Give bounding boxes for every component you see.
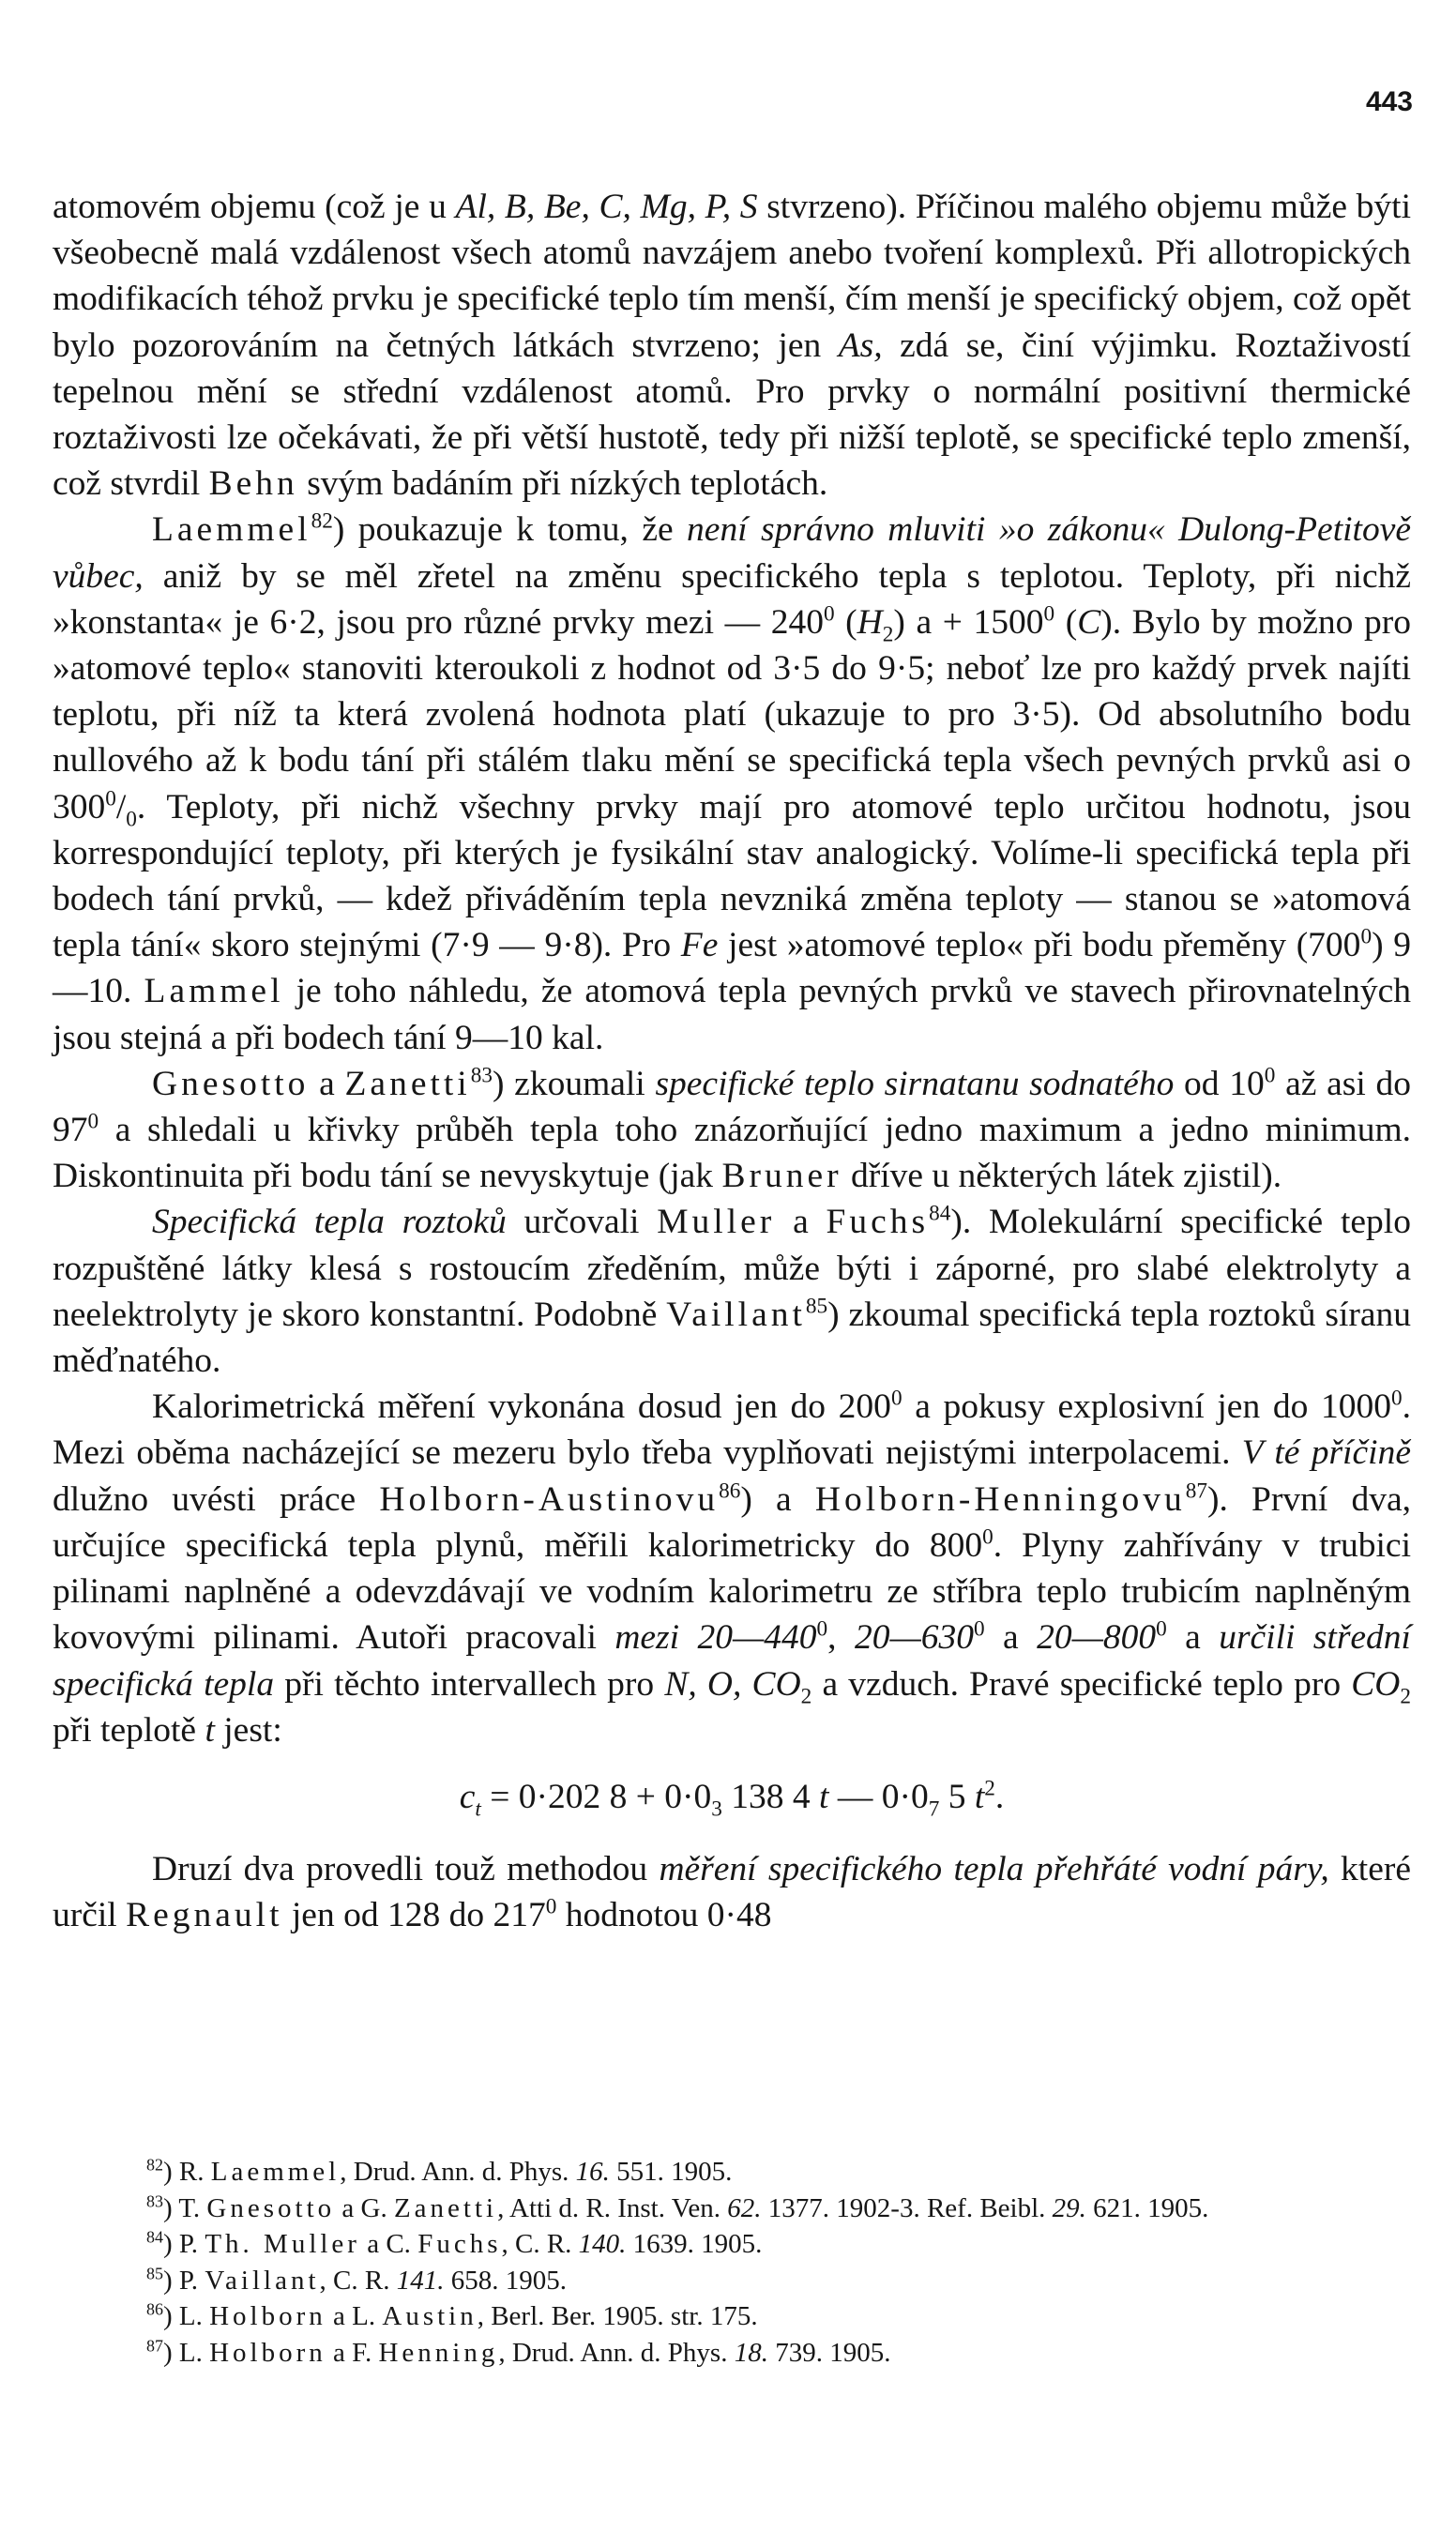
italic-text: mezi 20—440 (614, 1618, 817, 1658)
author-name: Fuchs (826, 1203, 930, 1242)
author-name: Bruner (721, 1157, 842, 1196)
text-run: , C. R. (319, 2265, 397, 2296)
author-name: Gnesotto (206, 2192, 336, 2223)
author-name: Laemmel (152, 510, 311, 550)
author-name: Holborn-Austinovu (379, 1479, 720, 1519)
italic-text: CO (1351, 1664, 1401, 1704)
text-run: a (775, 1203, 827, 1242)
italic-text: specifické teplo sirnatanu sodnatého (655, 1064, 1175, 1103)
italic-text: C (1077, 602, 1101, 642)
paragraph (53, 1061, 1411, 1200)
text-run: svým badáním při nízkých teplotách. (297, 464, 828, 504)
author-name: Zanetti (393, 2192, 498, 2223)
text-run: . Teploty, při nichž všechny prvky mají pro atomové teplo určitou hodnotu, jsou korrespondující teploty, při kterých je fysikální stav analogický. Volíme-li specifická tepla při bodech tání prvků, — kdež přiváděním tepla nevzniká změna teploty — stanou se »atomová tepla tání« skoro stejnými (7·9 — 9·8). Pro (53, 787, 1411, 965)
text-run: jest: (214, 1710, 282, 1750)
superscript: 0 (816, 1616, 828, 1642)
text-run: ). Bylo by možno pro »atomové teplo« stanoviti kteroukoli z hodnot od 3·5 do 9·5; neboť lze pro každý prvek najíti teplotu, při níž ta která zvolená hodnota platí (ukazuje to pro 3·5). Od absolutního bodu nullového až k bodu tání při stálém tlaku mění se specifická tepla všech pevných prvků asi o 300 (53, 602, 1411, 826)
text-run: , C. R. (501, 2229, 579, 2259)
italic-text: t (819, 1777, 829, 1816)
text-run: jest »atomové teplo« při bodu přeměny (700 (718, 926, 1361, 965)
italic-text: t (475, 1797, 481, 1822)
subscript: 2 (1400, 1684, 1411, 1708)
author-name: Muller (657, 1203, 776, 1242)
text-run: . (994, 1777, 1005, 1816)
text-run: při těchto intervallech pro (274, 1664, 665, 1704)
text-run: stvrzeno). Příčinou malého objemu může býti všeobecně malá vzdálenost všech atomů navzájem anebo tvoření komplexů. Při allotropických modifikacích téhož prvku je specifické teplo tím menší, čím menší je specifický objem, což opět bylo pozorováním na četných látkách stvrzeno; jen (53, 188, 1411, 365)
author-name: Behn (208, 464, 298, 504)
superscript: 0 (982, 1524, 993, 1550)
superscript: 0 (1360, 924, 1373, 949)
text-run: 5 (939, 1777, 975, 1816)
text-run: P. (178, 2229, 205, 2259)
italic-text: H (857, 602, 883, 642)
italic-text: t (974, 1777, 985, 1816)
text-run: a pokusy explosivní jen do 1000 (902, 1387, 1391, 1427)
text-run: a (1166, 1618, 1220, 1658)
italic-text: 29. (1052, 2192, 1086, 2223)
text-run: T. (178, 2192, 207, 2223)
text-run: jen od 128 do 217 (282, 1896, 546, 1935)
text-run: ( (834, 602, 857, 642)
text-run: až asi do 97 (53, 1064, 1411, 1150)
author-name: Holborn (209, 2301, 326, 2331)
text-run: a (309, 1064, 345, 1103)
italic-text: 141. (396, 2265, 445, 2296)
superscript: 82 (311, 508, 333, 534)
text-run: hodnotou 0·48 (556, 1896, 772, 1935)
text-run (839, 326, 883, 365)
italic-text: N, O, CO (664, 1664, 801, 1704)
subscript: 3 (711, 1797, 722, 1822)
superscript: 0 (1156, 1616, 1167, 1642)
italic-text: V té příčině (1241, 1433, 1411, 1473)
paragraph (53, 1384, 1411, 1753)
paragraph (53, 507, 1411, 1060)
author-name: Austin (382, 2301, 478, 2331)
text-run: a vzduch. Pravé specifické teplo pro (811, 1664, 1352, 1704)
text-run: ). Molekulární specifické teplo rozpuštěné látky klesá s rostoucím zředěním, může býti i záporné, pro slabé elektrolyty a neelektrolyty je skoro konstantní. Podobně (53, 1203, 1411, 1334)
superscript: 0 (1391, 1386, 1403, 1411)
paragraph (53, 1846, 1411, 1938)
italic-text: 140. (578, 2229, 627, 2259)
italic-text: 18. (734, 2337, 768, 2368)
author-name: Henning (378, 2337, 499, 2368)
author-name: Vaillant (205, 2265, 320, 2296)
text-run: 551. 1905. (609, 2157, 733, 2187)
footnote: $^{82}$) R. Laemmel, Drud. Ann. d. Phys. 16. 551. 1905. (146, 2155, 733, 2187)
text-run: zdá se, činí výjimku. Roztaživostí tepelnou mění se střední vzdálenost atomů. Pro prvky o normální positivní thermické roztaživosti lze očekávati, že při větší hustotě, tedy při nižší teplotě, se specifické teplo zmenší, což stvrdil (53, 326, 1411, 504)
page-number: 443 (1365, 86, 1413, 117)
paragraph (53, 184, 1411, 507)
text-run: — 0·0 (828, 1777, 929, 1816)
text-run: 1639. 1905. (626, 2229, 763, 2259)
text-run: , Drud. Ann. d. Phys. (498, 2337, 735, 2368)
superscript: 0 (1264, 1063, 1276, 1088)
footnote: $^{85}$) P. Vaillant, C. R. 141. 658. 1905. (146, 2263, 567, 2296)
italic-text: c (459, 1777, 476, 1816)
author-name: Fuchs (417, 2229, 502, 2259)
text-run: ( (1054, 602, 1078, 642)
text-run: při teplotě (53, 1710, 205, 1750)
text-run: které určil (53, 1850, 1411, 1935)
text-run (1242, 1433, 1411, 1472)
text-run: / (115, 787, 127, 826)
text-run: , (827, 1618, 855, 1658)
author-name: Holborn (209, 2337, 326, 2368)
text-run (975, 1778, 984, 1816)
text-run: od 10 (1174, 1064, 1265, 1103)
subscript: 0 (126, 807, 137, 832)
italic-text: Fe (680, 926, 719, 965)
text-run: R. (178, 2157, 211, 2187)
text-run: určovali (506, 1203, 658, 1242)
superscript: 0 (1043, 601, 1055, 627)
text-run: a (984, 1618, 1038, 1658)
author-name: Vaillant (666, 1295, 806, 1334)
text-run: dlužno uvésti práce (53, 1479, 380, 1519)
superscript: 2 (984, 1776, 995, 1801)
text-run (855, 1618, 974, 1657)
formula (53, 1774, 1411, 1820)
text-run: ) zkoumal specifická tepla roztoků síranu měďnatého. (53, 1295, 1411, 1381)
text-run: , Drud. Ann. d. Phys. (340, 2157, 576, 2187)
superscript: 87 (1185, 1478, 1207, 1504)
text-run (614, 1618, 816, 1657)
text-run: = 0·202 8 + 0·0 (480, 1777, 712, 1816)
superscript: 0 (823, 601, 835, 627)
superscript: 0 (105, 786, 116, 811)
text-run (681, 926, 719, 964)
footnote: $^{86}$) L. Holborn a L. Austin, Berl. Ber. 1905. str. 175. (146, 2299, 758, 2331)
footnote-number: 83 (146, 2191, 163, 2210)
text-run: ) a (740, 1479, 815, 1519)
text-run: 621. 1905. (1085, 2192, 1209, 2223)
text-run (579, 2229, 627, 2259)
text-run: ). První dva, určujíce specifická tepla plynů, měřili kalorimetricky do 800 (53, 1479, 1411, 1565)
text-run (655, 1065, 1174, 1103)
italic-text: 16. (575, 2157, 610, 2187)
italic-text: t (205, 1710, 215, 1750)
text-run: 138 4 (721, 1777, 820, 1816)
text-run (664, 1665, 800, 1704)
italic-text: není správno mluviti »o zákonu« Dulong-Petitově vůbec, (53, 510, 1411, 596)
author-name: Zanetti (344, 1064, 471, 1103)
author-name: Holborn-Henningovu (814, 1479, 1186, 1519)
text-run: ) poukazuje k tomu, že (332, 510, 688, 550)
text-run (659, 1850, 1328, 1888)
italic-text: 20—630 (854, 1618, 975, 1658)
superscript: 85 (805, 1294, 828, 1319)
text-run: atomovém objemu (což je u (53, 188, 456, 226)
superscript: 84 (929, 1201, 951, 1226)
text-run: ) 9—10. (53, 926, 1411, 1011)
superscript: 83 (470, 1063, 493, 1088)
text-run: a C. (359, 2229, 418, 2259)
text-run: L. (178, 2337, 210, 2368)
author-name: Regnault (126, 1896, 283, 1935)
text-run: . Plyny zahřívány v trubici pilinami naplněné a odevzdávají ve vodním kalorimetru ze stříbra teplo trubicím naplněným kovovými pilinami. Autoři pracovali (53, 1525, 1411, 1658)
footnote: $^{87}$) L. Holborn a F. Henning, Drud. Ann. d. Phys. 18. 739. 1905. (146, 2335, 891, 2368)
text-run: P. (178, 2265, 205, 2296)
text-run (819, 1778, 828, 1816)
superscript: 86 (719, 1478, 741, 1504)
italic-text: měření specifického tepla přehřáté vodní páry, (659, 1850, 1329, 1889)
author-name: Laemmel (210, 2157, 341, 2187)
superscript: 0 (545, 1894, 557, 1919)
footnote: $^{83}$) T. Gnesotto a G. Zanetti, Atti d. R. Inst. Ven. 62. 1377. 1902-3. Ref. Beibl. 29. 621. 1905. (146, 2191, 1209, 2223)
italic-text: Al, B, Be, C, Mg, P, S (455, 188, 758, 226)
italic-text: As, (838, 326, 883, 365)
footnote-number: 87 (146, 2335, 163, 2355)
footnote-number: 84 (146, 2227, 163, 2247)
text-run (205, 1711, 214, 1750)
text-run (1077, 603, 1100, 642)
italic-text: Specifická tepla roztoků (152, 1203, 507, 1242)
text-run (1053, 2193, 1086, 2223)
footnote-number: 82 (146, 2155, 163, 2175)
text-run (456, 188, 758, 226)
text-run: a L. (326, 2301, 383, 2331)
text-run: , Atti d. R. Inst. Ven. (497, 2192, 728, 2223)
text-run (1037, 1618, 1156, 1657)
text-run: aniž by se měl zřetel na změnu specifického tepla s teplotou. Teploty, při nichž »konstanta« je 6·2, jsou pro různé prvky mezi — 240 (53, 556, 1411, 642)
body-text (53, 184, 1411, 1939)
author-name: Th. Muller (205, 2229, 360, 2259)
text-run: , Berl. Ber. 1905. str. 175. (477, 2301, 758, 2331)
text-run (1351, 1665, 1400, 1704)
text-run: 658. 1905. (444, 2265, 567, 2296)
text-run (857, 603, 883, 642)
superscript: 0 (974, 1616, 985, 1642)
text-run: 739. 1905. (767, 2337, 891, 2368)
text-run: L. (178, 2301, 210, 2331)
text-run: je toho náhledu, že atomová tepla pevných prvků ve stavech přirovnatelných jsou stejná a při bodech tání 9—10 kal. (53, 972, 1412, 1057)
footnote-number: 86 (146, 2299, 163, 2319)
text-run: ) zkoumali (492, 1064, 656, 1103)
footnotes (53, 2154, 1411, 2371)
text-run: . Mezi oběma nacházející se mezeru bylo třeba vyplňovati nejistými interpolacemi. (53, 1387, 1411, 1473)
text-run: Kalorimetrická měření vykonána dosud jen do 200 (152, 1387, 891, 1427)
superscript: 0 (87, 1109, 99, 1134)
subscript: 7 (928, 1797, 940, 1822)
text-run: a F. (326, 2337, 379, 2368)
subscript: 2 (800, 1684, 812, 1708)
text-run (152, 1203, 507, 1241)
author-name: Gnesotto (152, 1064, 310, 1103)
author-name: Lammel (144, 972, 284, 1011)
text-run (397, 2266, 445, 2296)
italic-text: určili střední specifická tepla (53, 1618, 1411, 1704)
subscript: 2 (882, 622, 894, 647)
italic-text: 62. (727, 2192, 762, 2223)
superscript: 0 (890, 1386, 902, 1411)
text-run (576, 2157, 610, 2187)
text-run: a shledali u křivky průběh tepla toho znázorňující jedno maximum a jedno minimum. Diskontinuita při bodu tání se nevyskytuje (jak (53, 1111, 1411, 1196)
text-run: dříve u některých látek zjistil). (842, 1157, 1282, 1196)
text-run: a G. (335, 2192, 394, 2223)
paragraph (53, 1199, 1411, 1384)
text-run: 1377. 1902-3. Ref. Beibl. (761, 2192, 1053, 2223)
footnote: $^{84}$) P. Th. Muller a C. Fuchs, C. R. 140. 1639. 1905. (146, 2227, 763, 2259)
italic-text: 20—800 (1037, 1618, 1157, 1658)
text-run (460, 1778, 476, 1816)
footnote-number: 85 (146, 2263, 163, 2282)
text-run (727, 2193, 761, 2223)
text-run (735, 2338, 768, 2368)
text-run: Druzí dva provedli touž methodou (152, 1850, 660, 1889)
text-run: ) a + 1500 (893, 602, 1044, 642)
